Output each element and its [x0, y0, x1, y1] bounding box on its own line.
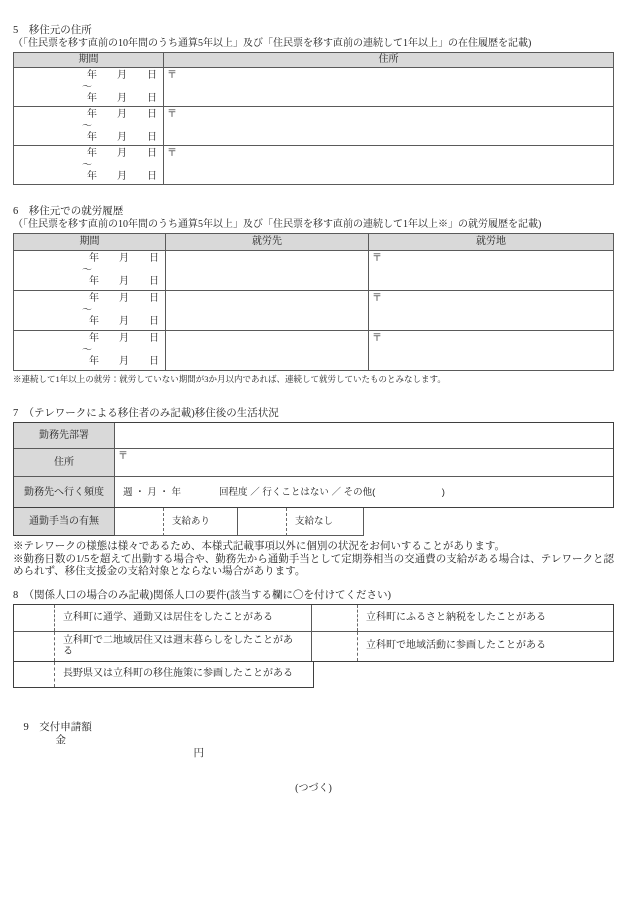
employer-cell: [166, 251, 369, 291]
address-cell: [164, 146, 614, 185]
date-from-line: 年 月 日: [89, 253, 159, 264]
section6-subtitle: （「住民票を移す直前の10年間のうち通算5年以上」及び「住民票を移す直前の連続して1年以上※」の就労履歴を記載): [13, 219, 542, 230]
amount-suffix: 円: [193, 747, 204, 759]
circle-mark-cell: [312, 605, 358, 631]
section-employment-history: [13, 205, 614, 385]
date-from-line: 年 月 日: [89, 293, 159, 304]
requirement-text: 立科町にふるさと納税をしたことがある: [366, 611, 546, 623]
tilde-mark: ～: [82, 121, 92, 132]
residence-row: [14, 146, 614, 185]
employment-row: [14, 251, 614, 291]
employment-row: [14, 331, 614, 371]
employment-row: [14, 291, 614, 331]
requirement-text: 長野県又は立科町の移住施策に参画したことがある: [63, 668, 293, 680]
circle-mark-cell: [14, 605, 55, 631]
date-from-line: 年 月 日: [87, 109, 157, 120]
residence-row: [14, 107, 614, 146]
employment-header-row: [14, 234, 614, 251]
telework-note-2: ※勤務日数の1/5を超えて出勤する場合や、勤務先から通勤手当として定期券相当の交通費の支給がある場合は、テレワークと認められず、移住支援金の支給対象とならない場合があります。: [13, 553, 614, 577]
address-cell: [164, 68, 614, 107]
telework-status-table: [13, 422, 614, 508]
period-cell: [14, 107, 164, 146]
period-cell: [14, 146, 164, 185]
date-to-line: 年 月 日: [87, 93, 157, 104]
section7-title: 7 （テレワークによる移住者のみ記載)移住後の生活状況: [13, 408, 279, 419]
circle-mark-cell: [14, 632, 55, 661]
workplace-cell: [369, 291, 614, 331]
allowance-no-mark-cell: [238, 508, 287, 536]
postal-mark: 〒: [167, 70, 177, 81]
requirement-row: [14, 605, 613, 632]
section8-title: 8 （関係人口の場合のみ記載)関係人口の要件(該当する欄に〇を付けてください): [13, 589, 391, 601]
section-telework-status: [13, 407, 614, 579]
employer-cell: [166, 331, 369, 371]
amount-prefix: 金: [55, 734, 66, 746]
frequency-label: 勤務先へ行く頻度: [14, 477, 115, 507]
period-cell: [14, 331, 166, 371]
period-column-header: 期間: [14, 234, 166, 251]
tilde-mark: ～: [82, 82, 92, 93]
postal-mark: 〒: [372, 333, 382, 344]
address-column-header: 住所: [164, 53, 614, 68]
frequency-row: [14, 477, 613, 507]
address-value-cell: [115, 449, 613, 476]
allowance-no-label: 支給なし: [287, 508, 364, 536]
postal-mark: 〒: [167, 148, 177, 159]
workplace-column-header: 就労地: [369, 234, 614, 251]
workplace-cell: [369, 251, 614, 291]
date-to-line: 年 月 日: [89, 356, 159, 367]
period-cell: [14, 291, 166, 331]
period-column-header: 期間: [14, 53, 164, 68]
continued-marker: (つづく): [295, 782, 332, 794]
date-from-line: 年 月 日: [87, 148, 157, 159]
department-row: [14, 423, 613, 449]
requirement-text: 立科町で二地域居住又は週末暮らしをしたことがある: [55, 632, 312, 661]
date-from-line: 年 月 日: [87, 70, 157, 81]
postal-mark: 〒: [118, 451, 128, 462]
tilde-mark: ～: [82, 305, 92, 316]
frequency-value: 週 ・ 月 ・ 年 回程度 ／ 行くことはない ／ その他( ): [123, 486, 445, 498]
postal-mark: 〒: [372, 253, 382, 264]
tilde-mark: ～: [82, 160, 92, 171]
postal-mark: 〒: [167, 109, 177, 120]
requirement-row: [14, 632, 613, 661]
period-cell: [14, 251, 166, 291]
address-cell: [164, 107, 614, 146]
date-to-line: 年 月 日: [87, 132, 157, 143]
section-previous-address: [13, 24, 614, 185]
residence-row: [14, 68, 614, 107]
date-from-line: 年 月 日: [89, 333, 159, 344]
employment-history-table: [13, 233, 614, 371]
allowance-label: 通勤手当の有無: [14, 508, 115, 536]
department-label: 勤務先部署: [14, 423, 115, 448]
circle-mark-cell: [14, 662, 55, 687]
tilde-mark: ～: [82, 265, 92, 276]
date-to-line: 年 月 日: [89, 316, 159, 327]
requirement-text: 立科町に通学、通勤又は居住をしたことがある: [55, 605, 312, 631]
postal-mark: 〒: [372, 293, 382, 304]
employment-note: ※連続して1年以上の就労：就労していない期間が3か月以内であれば、連続して就労していたものとみなします。: [13, 374, 446, 384]
employer-column-header: 就労先: [166, 234, 369, 251]
commute-allowance-row: [13, 508, 614, 536]
section-related-population: [13, 589, 614, 688]
section5-subtitle: （「住民票を移す直前の10年間のうち通算5年以上」及び「住民票を移す直前の連続して1年以上」の在住履歴を記載): [13, 38, 532, 49]
workplace-cell: [369, 331, 614, 371]
circle-mark-cell: [312, 632, 358, 661]
residence-history-table: [13, 52, 614, 185]
tilde-mark: ～: [82, 345, 92, 356]
date-to-line: 年 月 日: [89, 276, 159, 287]
section9-title: 9 交付申請額: [23, 721, 92, 733]
telework-note-1: ※テレワークの様態は様々であるため、本様式記載事項以外に個別の状況をお伺いすることがあります。: [13, 541, 506, 552]
employer-cell: [166, 291, 369, 331]
grant-amount-line: [13, 708, 614, 773]
related-population-table: [13, 604, 614, 662]
allowance-yes-label: 支給あり: [164, 508, 238, 536]
residence-header-row: [14, 53, 614, 68]
section5-title: 5 移住元の住所: [13, 25, 92, 36]
period-cell: [14, 68, 164, 107]
department-value-cell: [115, 423, 613, 448]
section6-title: 6 移住元での就労履歴: [13, 206, 124, 217]
requirement-row: [13, 662, 314, 688]
address-row: [14, 449, 613, 477]
date-to-line: 年 月 日: [87, 171, 157, 182]
allowance-yes-mark-cell: [115, 508, 164, 536]
address-label: 住所: [14, 449, 115, 476]
requirement-text: 立科町で地域活動に参画したことがある: [366, 640, 546, 652]
